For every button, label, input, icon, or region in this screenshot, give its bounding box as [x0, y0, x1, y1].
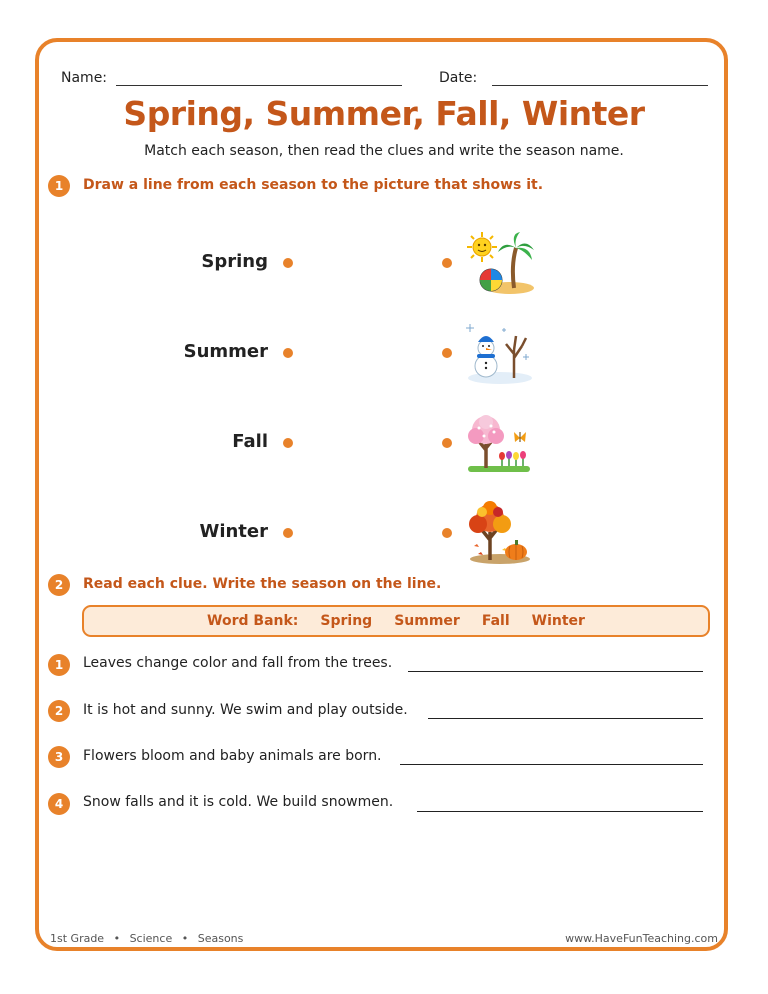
word-bank	[82, 605, 710, 637]
clue-3-text: Flowers bloom and baby animals are born.	[83, 748, 382, 764]
step-2-badge: 2	[48, 574, 70, 596]
picture-dot-1[interactable]	[442, 258, 452, 268]
step-2-instruction: Read each clue. Write the season on the line.	[83, 576, 442, 592]
step-1-badge: 1	[48, 175, 70, 197]
clue-2-badge: 2	[48, 700, 70, 722]
clue-2-answer-line[interactable]	[428, 718, 703, 719]
word-bank-word: Fall	[481, 613, 510, 629]
step-1-instruction: Draw a line from each season to the picture that shows it.	[83, 177, 544, 193]
date-label: Date:	[439, 70, 478, 86]
fall-autumn-tree-icon	[464, 500, 536, 566]
season-label-summer: Summer	[183, 341, 268, 362]
footer-tag-topic: Seasons	[197, 932, 244, 945]
clue-4-badge: 4	[48, 793, 70, 815]
page-title: Spring, Summer, Fall, Winter	[123, 94, 645, 133]
footer-separator: •	[181, 932, 189, 945]
word-bank-label: Word Bank:	[207, 613, 299, 629]
footer-tag-grade: 1st Grade	[50, 932, 105, 945]
worksheet-border	[35, 38, 728, 951]
footer-site: www.HaveFunTeaching.com	[565, 932, 718, 945]
word-bank-word: Winter	[531, 613, 585, 629]
picture-dot-4[interactable]	[442, 528, 452, 538]
clue-4-text: Snow falls and it is cold. We build snowmen.	[83, 794, 394, 810]
season-label-winter: Winter	[199, 521, 268, 542]
season-label-fall: Fall	[232, 431, 268, 452]
footer-tag-subject: Science	[129, 932, 173, 945]
season-dot-fall[interactable]	[283, 438, 293, 448]
winter-snowman-icon	[464, 320, 536, 386]
clue-3-badge: 3	[48, 746, 70, 768]
page-subtitle: Match each season, then read the clues and write the season name.	[144, 143, 624, 159]
clue-1-answer-line[interactable]	[408, 671, 703, 672]
clue-2-text: It is hot and sunny. We swim and play outside.	[83, 702, 408, 718]
season-label-spring: Spring	[201, 251, 268, 272]
clue-3-answer-line[interactable]	[400, 764, 703, 765]
clue-1-text: Leaves change color and fall from the trees.	[83, 655, 393, 671]
spring-blossom-tree-icon	[464, 410, 536, 476]
word-bank-word: Spring	[320, 613, 373, 629]
season-dot-spring[interactable]	[283, 258, 293, 268]
footer-separator: •	[113, 932, 121, 945]
name-label: Name:	[61, 70, 108, 86]
word-bank-word: Summer	[394, 613, 460, 629]
clue-1-badge: 1	[48, 654, 70, 676]
season-dot-winter[interactable]	[283, 528, 293, 538]
picture-dot-3[interactable]	[442, 438, 452, 448]
clue-4-answer-line[interactable]	[417, 811, 703, 812]
name-line[interactable]	[116, 85, 402, 86]
date-line[interactable]	[492, 85, 708, 86]
season-dot-summer[interactable]	[283, 348, 293, 358]
footer-tags	[50, 932, 243, 945]
summer-beach-icon	[464, 230, 536, 296]
picture-dot-2[interactable]	[442, 348, 452, 358]
